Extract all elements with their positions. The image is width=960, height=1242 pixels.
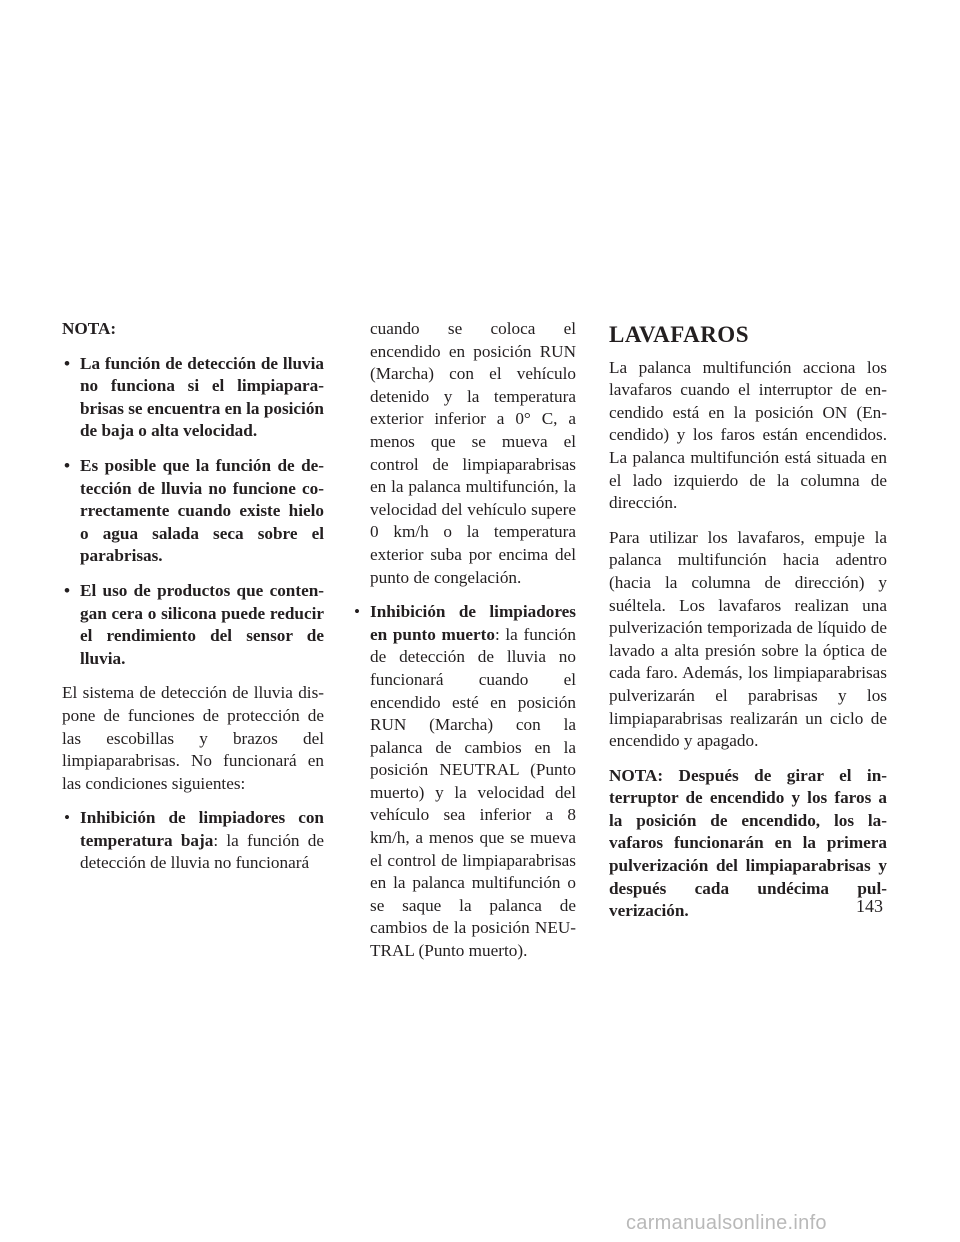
condition-neutral-title: Inhibición de limpiadores en punto muerto [370, 602, 576, 644]
headlamp-washer-note: NOTA: Después de girar el interruptor de encendido y los faros a la posición de encendido, los lavafaros funcionarán en la primera pulverización del limpiaparabrisas y después cada undécima pulverización. [609, 765, 887, 921]
section-heading: LAVAFAROS [609, 322, 749, 347]
note-label: NOTA: [62, 319, 117, 338]
middle-column [352, 318, 576, 975]
condition-neutral-text: : la función de detección de lluvia no funcionará cuando el encendido esté en posición RUN (Marcha) con la palanca de cambios en la posición NEUTRAL (Punto muerto) y la velocidad del vehículo sea inferior a 8 km/h, a menos que se mueva el control de limpiaparabrisas en la palanca multifunción o se saque la palanca de cambios de la posición NEUTRAL (Punto muerto). [370, 624, 576, 961]
note-bullet-1: • La función de detección de lluvia no funciona si el limpiaparabrisas se encuentra en la posición de baja o alta velocidad. [62, 353, 324, 443]
page-number: 143 [856, 896, 883, 916]
watermark: carmanualsonline.info [626, 1212, 827, 1234]
headlamp-washer-paragraph-1: La palanca multifunción acciona los lavafaros cuando el interruptor de encendido está en la posición ON (Encendido) y los faros están encendidos. La palanca multifunción está situada en el lado izquierdo de la columna de dirección. [609, 357, 887, 513]
headlamp-washer-paragraph-2: Para utilizar los lavafaros, empuje la palanca multifunción hacia adentro (hacia la columna de dirección) y suéltela. Los lavafaros realizan una pulverización temporizada de líquido de lavado a alta presión sobre la óptica de cada faro. Además, los limpiaparabrisas pulverizarán el parabrisas y los limpiaparabrisas realizarán un ciclo de encendido y apagado. [609, 527, 887, 751]
condition-low-temperature [62, 807, 324, 875]
note-bullet-2: • Es posible que la función de detección de lluvia no funcione correctamente cuando existe hielo o agua salada seca sobre el parabrisas. [62, 455, 324, 568]
right-column [609, 318, 887, 935]
condition-neutral [352, 601, 576, 963]
conditions-list [62, 807, 324, 875]
protection-paragraph: El sistema de detección de lluvia dispone de funciones de protección de las escobillas y brazos del limpiaparabrisas. No funcionará en las condiciones siguientes: [62, 683, 324, 793]
condition-low-temperature-text: : la función de detección de lluvia no funcionará [80, 830, 324, 873]
note-bullet-3: • El uso de productos que contengan cera o silicona puede reducir el rendimiento del sensor de lluvia. [62, 580, 324, 670]
condition-low-temperature-title: Inhibición de limpiadores con temperatura baja [80, 808, 324, 850]
conditions-list-continued [352, 318, 576, 963]
note-bullet-list [62, 353, 324, 671]
condition-low-temperature-continued: cuando se coloca el encendido en posición RUN (Marcha) con el vehículo detenido y la temperatura exterior inferior a 0° C, a menos que se mueva el control de limpiaparabrisas en la palanca multifunción, la velocidad del vehículo supere 0 km/h o la temperatura exterior suba por encima del punto de congelación. [370, 319, 576, 587]
left-column [62, 318, 324, 887]
